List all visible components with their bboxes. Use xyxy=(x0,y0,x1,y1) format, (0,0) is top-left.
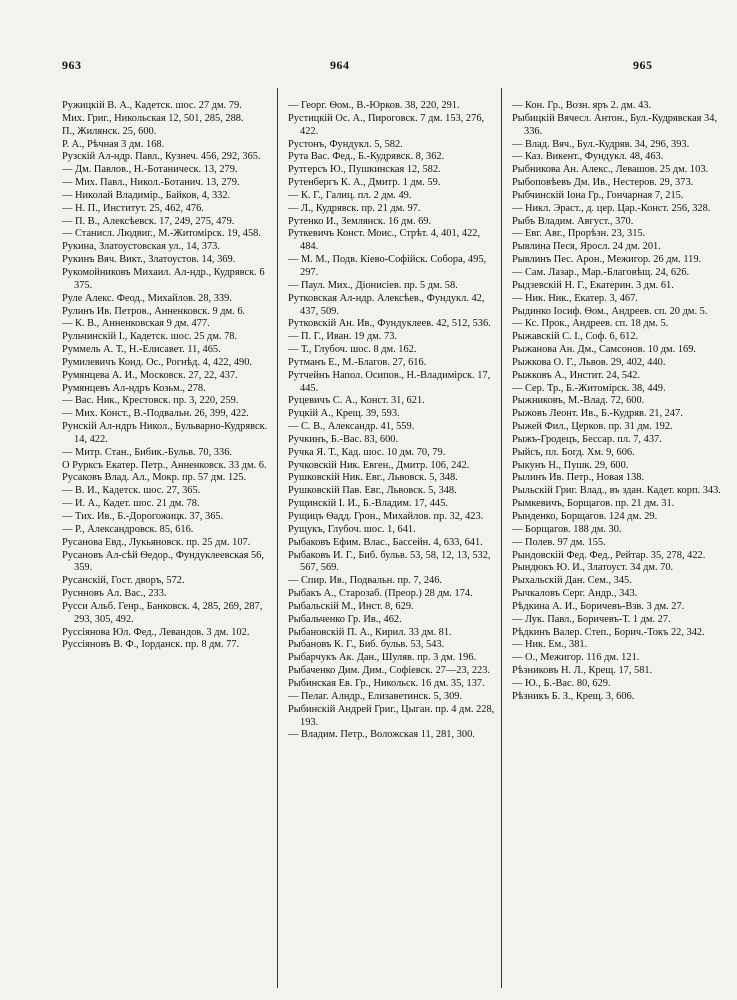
directory-entry: Руссіяновъ В. Ф., Iорданск. пр. 8 дм. 77. xyxy=(62,639,240,651)
directory-entry: — Дм. Павлов., Н.-Ботаническ. 13, 279. xyxy=(62,164,238,176)
directory-entry: Рыбарчукъ Ак. Дан., Шуляв. пр. 3 дм. 196. xyxy=(288,652,477,664)
directory-entry: Рыдзевскій Н. Г., Екатерин. 3 дм. 61. xyxy=(512,279,674,291)
directory-entry: — Паул. Мих., Діонисіев. пр. 5 дм. 58. xyxy=(288,279,458,291)
directory-entry: — Георг. Ѳом., В.-Юрков. 38, 220, 291. xyxy=(288,100,460,111)
directory-entry: Рущукъ, Глубоч. шос. 1, 641. xyxy=(288,523,416,535)
directory-entry: Ручкинъ, Б.-Вас. 83, 600. xyxy=(288,433,399,445)
directory-entry: Русанова Евд., Лукьяновск. пр. 25 дм. 107. xyxy=(62,536,251,548)
directory-entry: — Тих. Ив., Б.-Дорогожицк. 37, 365. xyxy=(62,511,224,522)
directory-entry: Рыдинко Iосиф. Ѳом., Андреев. сп. 20 дм. 5. xyxy=(512,305,708,317)
directory-entry: — Николай Владимір., Байков, 4, 332. xyxy=(62,189,231,201)
directory-entry: — Р., Александровск. 85, 616. xyxy=(62,523,194,535)
directory-entry: — Евг. Авг., Прорѣзн. 23, 315. xyxy=(512,228,646,240)
directory-entry: Рутчейнъ Напол. Осипов., Н.-Владимірск. 17, 445. xyxy=(288,369,491,394)
directory-entry: Рутенко И., Землянск. 16 дм. 69. xyxy=(288,215,432,227)
directory-entry: Рыжниковъ, М.-Влад. 72, 600. xyxy=(512,395,645,407)
directory-entry: Рыбаченко Дим. Дим., Софіевск. 27—23, 223. xyxy=(288,665,490,677)
directory-entry: Рыжанова Ан. Дм., Самсонов. 10 дм. 169. xyxy=(512,344,697,356)
directory-entry: Рѣзниковъ Н. Л., Крещ. 17, 581. xyxy=(512,665,653,677)
directory-entry: Русанскій, Гост. дворъ, 572. xyxy=(62,575,185,587)
directory-entry: — И. А., Кадет. шос. 21 дм. 78. xyxy=(62,498,200,510)
directory-entry: Руссіянова Юл. Фед., Левандов. 3 дм. 102. xyxy=(62,626,250,638)
directory-entry: — Мих. Конст., В.-Подвальн. 26, 399, 422. xyxy=(62,408,249,420)
directory-entry: Русановъ Ал-сѣй Ѳедор., Фундуклеевская 56, 359. xyxy=(62,549,264,574)
directory-entry: Руткевичъ Конст. Моис., Стрѣт. 4, 401, 422, 484. xyxy=(288,228,481,253)
directory-entry: — Т., Глубоч. шос. 8 дм. 162. xyxy=(288,344,417,356)
directory-entry: Рыбникова Ан. Алекс., Левашов. 25 дм. 103. xyxy=(512,164,709,176)
directory-entry: — Пелаг. Алндр., Елизаветинск. 5, 309. xyxy=(288,690,463,702)
directory-entry: Рѣдкина А. И., Боричевъ-Взв. 3 дм. 27. xyxy=(512,600,685,612)
directory-entry: Русаковъ Влад. Ал., Мокр. пр. 57 дм. 125. xyxy=(62,472,247,484)
directory-entry: — Лук. Павл., Боричевъ-Т. 1 дм. 27. xyxy=(512,613,671,625)
directory-entry: Рыбаковъ Ефим. Влас., Бассейн. 4, 633, 641. xyxy=(288,536,483,548)
page-number-center: 964 xyxy=(330,58,350,72)
directory-entry: — В. И., Кадетск. шос. 27, 365. xyxy=(62,485,201,497)
directory-entry: — Сер. Тр., Б.-Житомірск. 38, 449. xyxy=(512,382,666,394)
directory-entry: Рыбановскій П. А., Кирил. 33 дм. 81. xyxy=(288,626,452,638)
directory-entry: Рыжъ-Гродецъ, Бессар. пл. 7, 437. xyxy=(512,433,662,445)
directory-entry: — Станисл. Людвиг., М.-Житомірск. 19, 458. xyxy=(62,228,261,240)
directory-entry: — Л., Кудрявск. пр. 21 дм. 97. xyxy=(288,202,421,214)
directory-entry: Румилевичъ Конд. Ос., Рогнѣд. 4, 422, 490. xyxy=(62,356,253,368)
directory-entry: Рыбчинскій Iона Гр., Гончарная 7, 215. xyxy=(512,189,684,201)
directory-entry: Рушковскій Пав. Евг., Львовск. 5, 348. xyxy=(288,485,457,497)
directory-entry: Рындюкъ Ю. И., Златоуст. 34 дм. 70. xyxy=(512,562,674,574)
directory-entry: Рыжей Фил., Церков. пр. 31 дм. 192. xyxy=(512,421,673,433)
directory-entry: Рутгерсъ Ю., Пушкинская 12, 582. xyxy=(288,164,441,176)
directory-entry: — Ю., Б.-Вас. 80, 629. xyxy=(512,677,611,689)
directory-entry: — Спир. Ив., Подвальн. пр. 7, 246. xyxy=(288,575,442,587)
directory-entry: — С. В., Александр. 41, 559. xyxy=(288,421,415,433)
directory-entry: — Полев. 97 дм. 155. xyxy=(512,536,606,548)
directory-entry: — Ник. Ник., Екатер. 3, 467. xyxy=(512,292,638,304)
directory-entry: Рулинъ Ив. Петров., Анненковск. 9 дм. 6. xyxy=(62,305,246,317)
directory-entry: Рыкунъ Н., Пушк. 29, 600. xyxy=(512,459,629,471)
directory-entry: — Митр. Стан., Бибик.-Бульв. 70, 336. xyxy=(62,446,232,458)
directory-entry: Рындовскій Фед. Фед., Рейтар. 35, 278, 422. xyxy=(512,549,706,561)
directory-entry: Руле Алекс. Феод., Михайлов. 28, 339. xyxy=(62,292,232,304)
directory-entry: Рыльскій Григ. Влад., въ здан. Кадет. корп. 343. xyxy=(512,485,721,497)
directory-entry: Ручка Я. Т., Кад. шос. 10 дм. 70, 79. xyxy=(288,446,446,458)
directory-entry: Рутманъ Е., М.-Благов. 27, 616. xyxy=(288,356,427,368)
column-divider-left xyxy=(277,88,278,988)
directory-entry: Румянцева А. И., Московск. 27, 22, 437. xyxy=(62,369,238,381)
directory-entry: Рыбинская Ев. Гр., Никольск. 16 дм. 35, 137. xyxy=(288,677,485,689)
directory-entry: Руцевичъ С. А., Конст. 31, 621. xyxy=(288,395,425,407)
directory-entry: Рыбальскій М., Инст. 8, 629. xyxy=(288,600,414,612)
directory-entry: — Владим. Петр., Воложская 11, 281, 300. xyxy=(288,729,475,741)
directory-entry: — Ник. Ем., 381. xyxy=(512,639,588,651)
directory-entry: — Борщагов. 188 дм. 30. xyxy=(512,523,622,535)
directory-entry: Рывлинъ Пес. Арон., Межигор. 26 дм. 119. xyxy=(512,254,702,266)
directory-entry: — Кон. Гр., Возн. яръ 2. дм. 43. xyxy=(512,100,652,111)
directory-column-left xyxy=(62,100,274,652)
directory-entry: Рыжковъ А., Инстит. 24, 542. xyxy=(512,369,641,381)
directory-entry: — К. В., Анненковская 9 дм. 477. xyxy=(62,318,210,330)
directory-entry: Мих. Григ., Никольская 12, 501, 285, 288. xyxy=(62,112,244,124)
directory-entry: Рукинъ Вяч. Викт., Златоустов. 14, 369. xyxy=(62,254,236,266)
directory-entry: — Вас. Ник., Крестовск. пр. 3, 220, 259. xyxy=(62,395,239,407)
directory-entry: Рынденко, Борщагов. 124 дм. 29. xyxy=(512,511,658,522)
directory-entry: О Рурксъ Екатер. Петр., Анненковск. 33 дм. 6. xyxy=(62,459,267,471)
directory-entry: Рѣдкинъ Валер. Степ., Борич.-Токъ 22, 342. xyxy=(512,626,705,638)
directory-entry: Рыхальскій Дан. Сем., 345. xyxy=(512,575,632,587)
directory-entry: Рыбакъ А., Старозаб. (Преор.) 28 дм. 174. xyxy=(288,588,473,600)
directory-entry: Русси Альб. Генр., Банковск. 4, 285, 269, 287, 293, 305, 492. xyxy=(62,600,263,625)
directory-entry: Рыжкова О. Г., Львов. 29, 402, 440. xyxy=(512,356,666,368)
directory-entry: Рыбальченко Гр. Ив., 462. xyxy=(288,613,402,625)
directory-entry: — К. Г., Галиц. пл. 2 дм. 49. xyxy=(288,189,412,201)
directory-entry: Рыбъ Владим. Август., 370. xyxy=(512,215,634,227)
directory-entry: Рутковскій Ан. Ив., Фундуклеев. 42, 512, 536. xyxy=(288,318,491,330)
directory-entry: — Мих. Павл., Никол.-Ботанич. 13, 279. xyxy=(62,177,240,189)
directory-entry: — П. В., Алексѣевск. 17, 249, 275, 479. xyxy=(62,215,235,227)
directory-entry: П., Жилянск. 25, 600. xyxy=(62,125,157,137)
directory-entry: — Н. П., Институт. 25, 462, 476. xyxy=(62,202,204,214)
page-number-left: 963 xyxy=(62,58,82,72)
directory-entry: Рыйсъ, пл. Богд. Хм. 9, 606. xyxy=(512,446,635,458)
directory-entry: Рущицъ Ѳадд. Грон., Михайлов. пр. 32, 423. xyxy=(288,511,484,522)
directory-entry: Рукомойниковъ Михаил. Ал-ндр., Кудрявск. 6 375. xyxy=(62,266,265,291)
directory-entry: Рущинскій I. И., Б.-Владим. 17, 445. xyxy=(288,498,448,510)
directory-entry: Рывлина Песя, Яросл. 24 дм. 201. xyxy=(512,241,661,253)
directory-entry: Румянцевъ Ал-ндръ Козьм., 278. xyxy=(62,382,206,394)
directory-entry: Руцкій А., Крещ. 39, 593. xyxy=(288,408,400,420)
directory-entry: Рутковская Ал-ндр. Алексѣев., Фундукл. 42, 437, 509. xyxy=(288,292,485,317)
directory-entry: — Каз. Викент., Фундукл. 48, 463. xyxy=(512,151,664,163)
directory-entry: Рустицкій Ос. А., Пироговск. 7 дм. 153, 276, 422. xyxy=(288,112,485,137)
directory-entry: Рымкевичъ, Борщагов. пр. 21 дм. 31. xyxy=(512,498,675,510)
directory-entry: Рустонъ, Фундукл. 5, 582. xyxy=(288,138,403,150)
directory-entry: Рылинъ Ив. Петр., Новая 138. xyxy=(512,472,645,484)
directory-entry: — П. Г., Иван. 19 дм. 73. xyxy=(288,331,397,343)
directory-entry: — Никл. Эраст., д. цер. Цар.-Конст. 256, 328. xyxy=(512,202,711,214)
directory-entry: Рушковскій Ник. Евг., Львовск. 5, 348. xyxy=(288,472,458,484)
directory-entry: Рунскій Ал-ндръ Никол., Бульварно-Кудрявск. 14, 422. xyxy=(62,421,268,445)
directory-entry: Ручковскій Ник. Евген., Дмитр. 106, 242. xyxy=(288,459,470,471)
directory-entry: — О., Межигор. 116 дм. 121. xyxy=(512,652,640,664)
directory-entry: Рыжовъ Леонт. Ив., Б.-Кудряв. 21, 247. xyxy=(512,408,683,420)
directory-entry: Рукина, Златоустовская ул., 14, 373. xyxy=(62,241,220,253)
directory-entry: Рыбановъ К. Г., Биб. бульв. 53, 543. xyxy=(288,639,445,651)
directory-entry: Ружицкій В. А., Кадетск. шос. 27 дм. 79. xyxy=(62,100,242,111)
directory-entry: Рута Вас. Фед., Б.-Кудрявск. 8, 362. xyxy=(288,151,445,163)
directory-entry: Рѣзникъ Б. З., Крещ. 3, 606. xyxy=(512,690,635,702)
directory-entry: Рутенбергъ К. А., Дмитр. 1 дм. 59. xyxy=(288,177,441,189)
directory-entry: — Кс. Прок., Андреев. сп. 18 дм. 5. xyxy=(512,318,669,330)
directory-entry: Руммель А. Т., Н.-Елисавет. 11, 465. xyxy=(62,344,221,356)
directory-column-center xyxy=(288,100,500,742)
column-divider-right xyxy=(501,88,502,988)
directory-entry: — Влад. Вяч., Бул.-Кудряв. 34, 296, 393. xyxy=(512,138,690,150)
directory-entry: Рыжавскій С. I., Соф. 6, 612. xyxy=(512,331,639,343)
directory-entry: — Сам. Лазар., Мар.-Благовѣщ. 24, 626. xyxy=(512,266,690,278)
directory-column-right xyxy=(512,100,724,704)
page-number-right: 965 xyxy=(633,58,653,72)
directory-entry: Рыбицкій Вячесл. Антон., Бул.-Кудрявская 34, 336. xyxy=(512,112,718,137)
directory-entry: Рыбаковъ И. Г., Биб. бульв. 53, 58, 12, 13, 532, 567, 569. xyxy=(288,549,491,574)
directory-entry: Р. А., Рѣчная 3 дм. 168. xyxy=(62,138,165,150)
directory-entry: Рыбинскій Андрей Григ., Цыган. пр. 4 дм. 228, 193. xyxy=(288,703,495,728)
directory-entry: — М. М., Подв. Кіево-Софійск. Собора, 495, 297. xyxy=(288,254,487,278)
directory-entry: Руснновъ Ал. Вас., 233. xyxy=(62,588,167,600)
directory-entry: Рульчинскій I., Кадетск. шос. 25 дм. 78. xyxy=(62,331,238,343)
directory-entry: Рыбоповѣевъ Дм. Ив., Нестеров. 29, 373. xyxy=(512,177,694,189)
directory-entry: Рычкаловъ Серг. Андр., 343. xyxy=(512,588,638,600)
directory-entry: Рузскій Ал-ндр. Павл., Кузнеч. 456, 292, 365. xyxy=(62,151,261,163)
